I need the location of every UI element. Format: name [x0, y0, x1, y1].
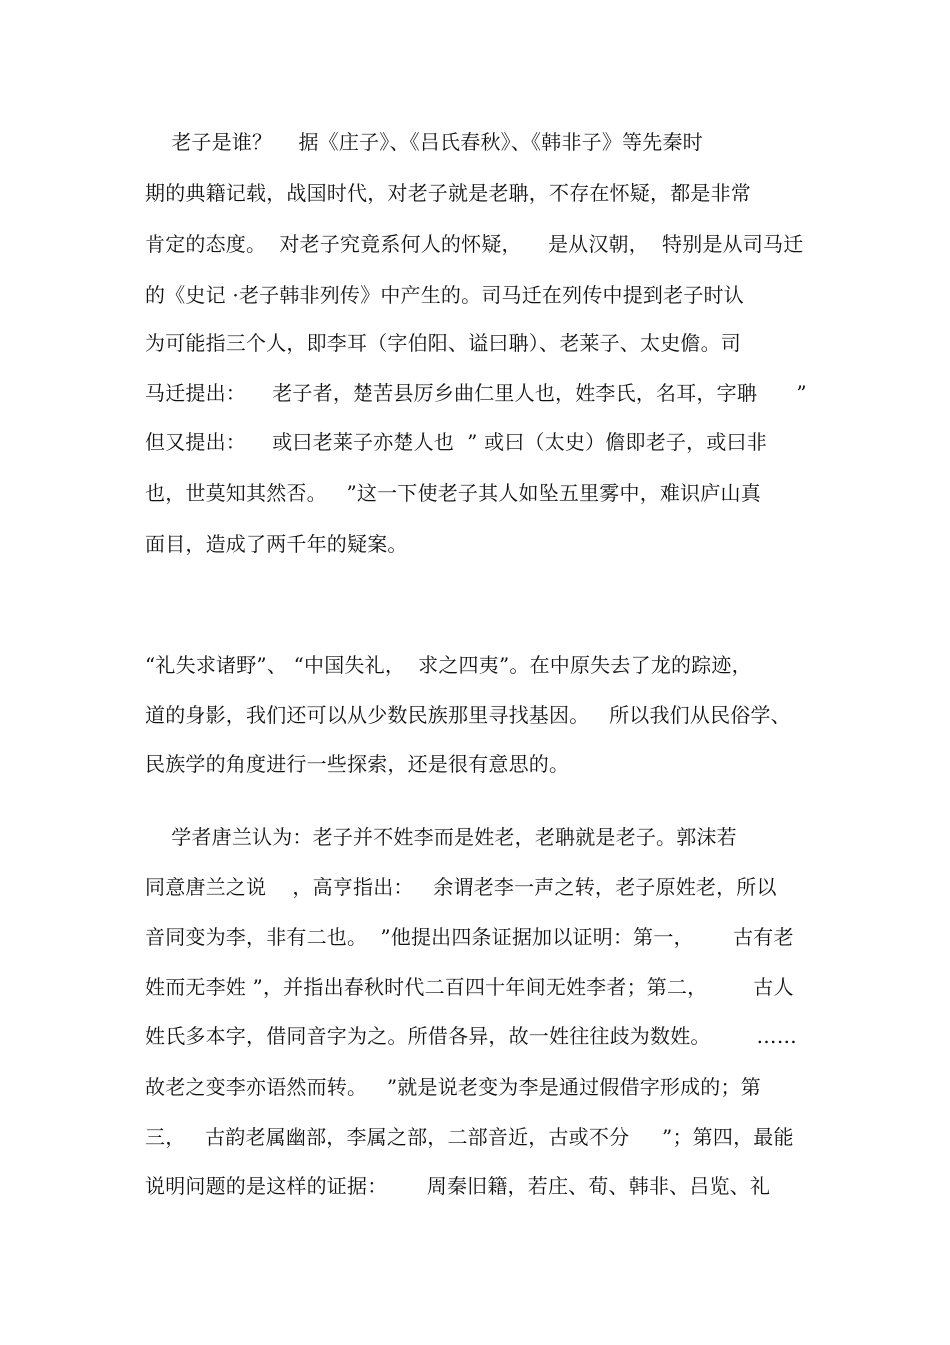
text-line: 同意唐兰之说 ，高亨指出： 余谓老李一声之转，老子原姓老，所以 — [145, 875, 777, 899]
text-line: 音同变为李，非有二也。 ”他提出四条证据加以证明：第一， 古有老 — [145, 925, 794, 949]
text-line: 故老之变李亦语然而转。 ”就是说老变为李是通过假借字形成的；第 — [145, 1075, 761, 1099]
text-line: 但又提出： 或曰老莱子亦楚人也 ” 或曰（太史）儋即老子，或曰非 — [145, 430, 767, 454]
text-line: 民族学的角度进行一些探索，还是很有意思的。 — [145, 752, 570, 776]
text-line: 也，世莫知其然否。 ”这一下使老子其人如坠五里雾中，难识庐山真 — [145, 481, 761, 505]
text-line: 学者唐兰认为：老子并不姓李而是姓老，老聃就是老子。郭沫若 — [145, 825, 737, 849]
text-line: 为可能指三个人，即李耳（字伯阳、谥曰聃）、老莱子、太史儋。司 — [145, 331, 741, 355]
text-line: 期的典籍记载，战国时代，对老子就是老聃，不存在怀疑，都是非常 — [145, 181, 751, 205]
text-line: 面目，造成了两千年的疑案。 — [145, 532, 408, 556]
text-line: 马迁提出： 老子者，楚苦县厉乡曲仁里人也，姓李氏，名耳，字聃 ” — [145, 381, 807, 405]
text-line: 姓氏多本字，借同音字为之。所借各异，故一姓往往歧为数姓。 …… — [145, 1024, 797, 1048]
text-line: 姓而无李姓 ”，并指出春秋时代二百四十年间无姓李者；第二， 古人 — [145, 975, 794, 999]
text-line: 肯定的态度。 对老子究竟系何人的怀疑， 是从汉朝， 特别是从司马迁 — [145, 232, 804, 256]
text-line: 说明问题的是这样的证据： 周秦旧籍，若庄、荀、韩非、吕览、礼 — [145, 1174, 771, 1198]
text-line: 道的身影，我们还可以从少数民族那里寻找基因。 所以我们从民俗学、 — [145, 703, 791, 727]
text-line: 的《史记 ·老子韩非列传》中产生的。司马迁在列传中提到老子时认 — [145, 283, 744, 307]
text-line: “礼失求诸野”、 “中国失礼， 求之四夷”。在中原失去了龙的踪迹， — [145, 653, 752, 677]
text-line: 三， 古韵老属幽部，李属之部，二部音近，古或不分 ”；第四，最能 — [145, 1125, 794, 1149]
text-line: 老子是谁？ 据《庄子》、《吕氏春秋》、《韩非子》等先秦时 — [145, 130, 703, 154]
